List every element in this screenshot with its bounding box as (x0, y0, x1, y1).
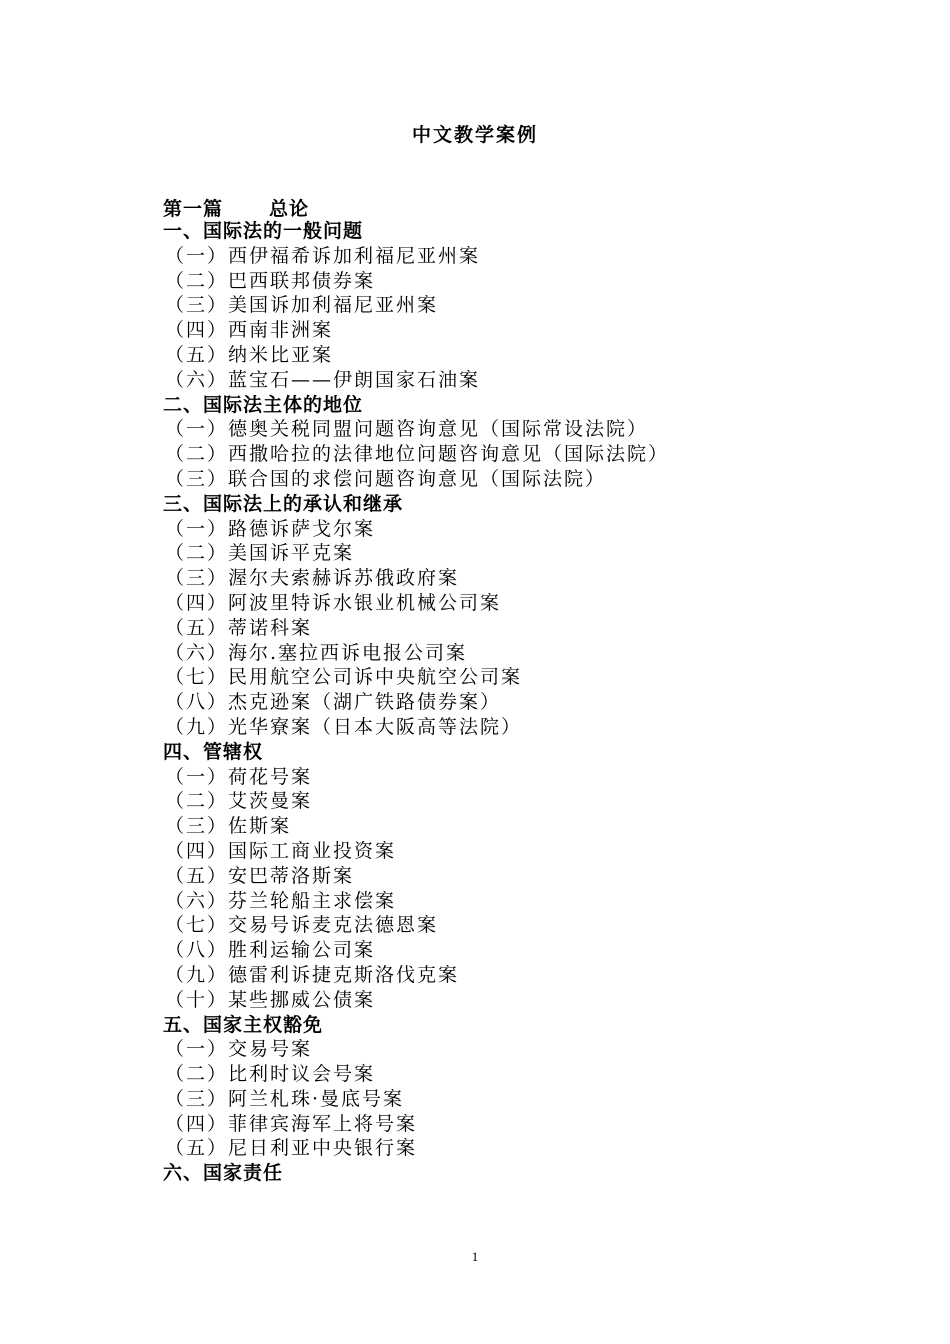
case-list-item: （一）交易号案 (165, 1038, 313, 1061)
case-list-item: （五）尼日利亚中央银行案 (165, 1137, 418, 1160)
case-list-item: （五）安巴蒂洛斯案 (165, 864, 355, 887)
case-list-item: （五）纳米比亚案 (165, 343, 334, 366)
case-list-item: （六）芬兰轮船主求偿案 (165, 889, 397, 912)
part-heading (163, 194, 309, 221)
case-list-item: （十）某些挪威公债案 (165, 988, 376, 1011)
page-number: 1 (471, 1249, 479, 1264)
case-list-item: （一）西伊福希诉加利福尼亚州案 (165, 244, 481, 267)
case-list-item: （九）德雷利诉捷克斯洛伐克案 (165, 963, 460, 986)
case-list-item: （三）美国诉加利福尼亚州案 (165, 294, 439, 317)
case-list-item: （二）艾茨曼案 (165, 790, 313, 813)
part-label: 第一篇 (163, 198, 224, 220)
case-list-item: （二）比利时议会号案 (165, 1063, 376, 1086)
table-of-contents (163, 219, 803, 1186)
case-list-item: （七）民用航空公司诉中央航空公司案 (165, 666, 523, 689)
case-list-item: （三）佐斯案 (165, 815, 292, 838)
case-list-item: （八）杰克逊案（湖广铁路债券案） (165, 691, 502, 714)
case-list-item: （九）光华寮案（日本大阪高等法院） (165, 715, 523, 738)
case-list-item: （二）巴西联邦债券案 (165, 269, 376, 292)
part-name: 总论 (269, 198, 310, 220)
case-list-item: （三）阿兰札珠·曼底号案 (165, 1087, 405, 1110)
case-list-item: （一）荷花号案 (165, 765, 313, 788)
section-heading: 六、国家责任 (163, 1162, 284, 1185)
case-list-item: （四）菲律宾海军上将号案 (165, 1112, 418, 1135)
case-list-item: （一）路德诉萨戈尔案 (165, 517, 376, 540)
section-heading: 一、国际法的一般问题 (163, 220, 364, 242)
case-list-item: （四）阿波里特诉水银业机械公司案 (165, 591, 502, 614)
section-heading: 四、管辖权 (163, 740, 264, 763)
case-list-item: （二）美国诉平克案 (165, 542, 355, 565)
section-heading: 三、国际法上的承认和继承 (163, 492, 404, 515)
section-heading: 五、国家主权豁免 (163, 1013, 324, 1036)
case-list-item: （一）德奥关税同盟问题咨询意见（国际常设法院） (165, 418, 649, 441)
case-list-item: （四）西南非洲案 (165, 319, 334, 342)
case-list-item: （四）国际工商业投资案 (165, 839, 397, 862)
case-list-item: （三）联合国的求偿问题咨询意见（国际法院） (165, 467, 607, 490)
document-title: 中文教学案例 (411, 124, 538, 146)
case-list-item: （五）蒂诺科案 (165, 616, 313, 639)
section-heading: 二、国际法主体的地位 (163, 393, 364, 416)
case-list-item: （二）西撒哈拉的法律地位问题咨询意见（国际法院） (165, 443, 670, 466)
case-list-item: （六）海尔.塞拉西诉电报公司案 (165, 641, 468, 664)
case-list-item: （七）交易号诉麦克法德恩案 (165, 914, 439, 937)
case-list-item: （六）蓝宝石——伊朗国家石油案 (165, 368, 481, 391)
case-list-item: （三）渥尔夫索赫诉苏俄政府案 (165, 567, 460, 590)
case-list-item: （八）胜利运输公司案 (165, 939, 376, 962)
